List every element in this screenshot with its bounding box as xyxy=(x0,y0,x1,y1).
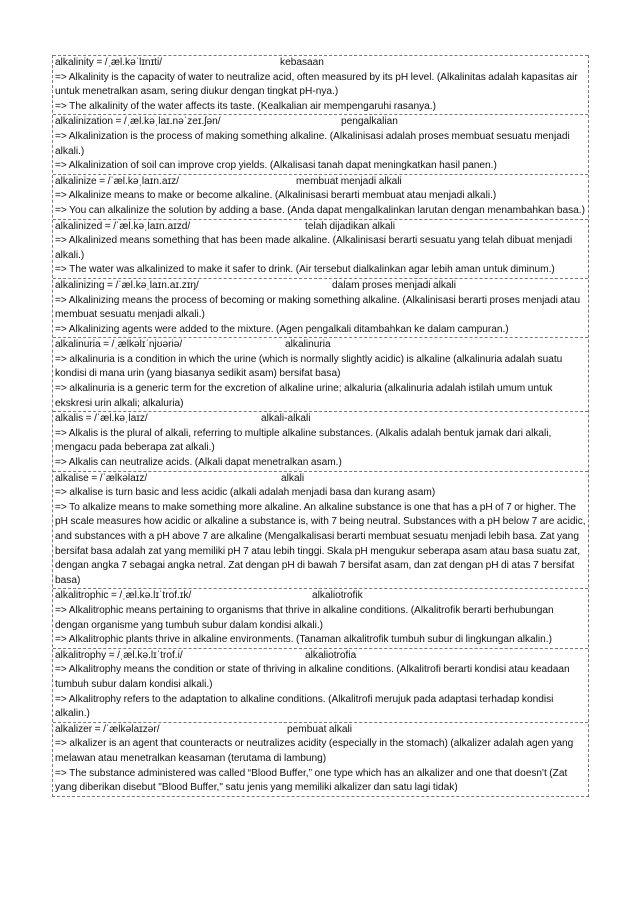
definition: => alkalinuria is a condition in which the urine (which is normally slightly acidic) is alkaline (alkalinuria adalah suatu kondisi di mana urin (yang biasanya sedikit asam) bersifat basa) xyxy=(55,353,563,380)
translation: pembuat alkali xyxy=(287,723,352,735)
example: => Alkalitrophy refers to the adaptation to alkaline conditions. (Alkalitrofi merujuk pada adaptasi terhadap kondisi alkalin.) xyxy=(55,693,554,720)
headword: alkalizer = /ˈælkəlaɪzər/ xyxy=(55,723,160,735)
translation: membuat menjadi alkali xyxy=(296,175,402,187)
example: => Alkalinization of soil can improve crop yields. (Alkalisasi tanah dapat meningkatkan hasil panen.) xyxy=(55,160,497,172)
definition: => Alkalitrophic means pertaining to organisms that thrive in alkaline conditions. (Alkalitrofik berarti berhubungan dengan organisme yang tumbuh subur dalam kondisi alkali.) xyxy=(55,604,554,631)
example: => alkalinuria is a generic term for the excretion of alkaline urine; alkaluria (alkalinuria adalah istilah umum untuk ekskresi urin alkali; alkaluria) xyxy=(55,383,553,409)
headword: alkalitrophy = /ˌæl.kə.lɪˈtrof.i/ xyxy=(55,649,183,661)
entry-header xyxy=(53,649,588,664)
entry-header xyxy=(53,472,588,487)
translation: pengalkalian xyxy=(341,116,398,128)
headword: alkalis = /ˈæl.kəˌlaɪz/ xyxy=(55,413,148,425)
entry-alkalise xyxy=(53,471,588,589)
headword: alkalinizing = /ˈæl.kəˌlaɪn.aɪ.zɪŋ/ xyxy=(55,279,199,291)
entry-alkalizer xyxy=(53,722,588,796)
example: => Alkalitrophic plants thrive in alkaline environments. (Tanaman alkalitrofik tumbuh subur di lingkungan alkalin.) xyxy=(55,634,552,646)
definition: => alkalise is turn basic and less acidic (alkali adalah menjadi basa dan kurang asam) xyxy=(55,487,436,499)
entry-alkalitrophic xyxy=(53,588,588,647)
translation: dalam proses menjadi alkali xyxy=(332,279,457,291)
definition: => Alkalinize means to make or become alkaline. (Alkalinisasi berarti membuat atau menjadi alkali.) xyxy=(55,190,497,202)
entry-alkalis xyxy=(53,411,588,470)
definition: => alkalizer is an agent that counteracts or neutralizes acidity (especially in the stomach) (alkalizer adalah agen yang melawan atau menetralkan keasaman (terutama di lambung) xyxy=(55,738,574,764)
entry-alkalinuria xyxy=(53,337,588,411)
entry-header xyxy=(53,175,588,190)
definition: => Alkalinizing means the process of becoming or making something alkaline. (Alkalinisasi berarti proses menjadi atau membuat sesuatu menjadi alkali.) xyxy=(55,294,581,321)
entry-header xyxy=(53,115,588,130)
example: => The water was alkalinized to make it safer to drink. (Air tersebut dialkalinkan agar lebih aman untuk diminum.) xyxy=(55,264,555,276)
entry-alkalinized xyxy=(53,219,588,278)
translation: alkaliotrofia xyxy=(305,649,357,661)
example: => The substance administered was called “Blood Buffer,” one type which has an alkalizer and one that doesn't (Zat yang diberikan disebut "Blood Buffer," satu jenis yang memiliki alkalizer dan satu lagi tidak) xyxy=(55,767,568,794)
entry-header xyxy=(53,338,588,353)
entry-alkalinization xyxy=(53,114,588,173)
translation: alkaliotrofik xyxy=(312,590,363,602)
entry-alkalinizing xyxy=(53,278,588,337)
definition: => Alkalinized means something that has been made alkaline. (Alkalinisasi berarti sesuatu yang telah dibuat menjadi alkali.) xyxy=(55,235,573,261)
definition: => Alkalinization is the process of making something alkaline. (Alkalinisasi adalah proses membuat sesuatu menjadi alkali.) xyxy=(55,130,570,157)
headword: alkalise = /ˈælkəlaɪz/ xyxy=(55,472,148,484)
entry-header xyxy=(53,723,588,738)
headword: alkalitrophic = /ˌæl.kə.lɪˈtrof.ɪk/ xyxy=(55,590,192,602)
entry-alkalinize xyxy=(53,174,588,219)
entry-alkalitrophy xyxy=(53,648,588,722)
example: => The alkalinity of the water affects its taste. (Kealkalian air mempengaruhi rasanya.) xyxy=(55,100,436,112)
translation: telah dijadikan alkali xyxy=(305,220,396,232)
headword: alkalinization = /ˌæl.kəˌlaɪ.nəˈzeɪ.ʃən/ xyxy=(55,116,221,128)
headword: alkalinize = /ˈæl.kəˌlaɪn.aɪz/ xyxy=(55,175,179,187)
entry-alkalinity xyxy=(53,55,588,114)
headword: alkalinity = /ˌæl.kəˈlɪnɪti/ xyxy=(55,57,163,68)
translation: alkali-alkali xyxy=(261,413,311,425)
translation: kebasaan xyxy=(280,57,324,68)
example: => Alkalinizing agents were added to the mixture. (Agen pengalkali ditambahkan ke dalam campuran.) xyxy=(55,323,509,335)
definition: => Alkalinity is the capacity of water to neutralize acid, often measured by its pH level. (Alkalinitas adalah kapasitas air untuk menetralkan asam, sering diukur dengan tingkat pH-nya.) xyxy=(55,71,578,98)
example: => Alkalis can neutralize acids. (Alkali dapat menetralkan asam.) xyxy=(55,457,342,469)
entry-header xyxy=(53,412,588,427)
definition: => Alkalitrophy means the condition or state of thriving in alkaline conditions. (Alkalitrofi berarti kondisi atau keadaan tumbuh subur dalam kondisi alkali.) xyxy=(55,664,570,690)
entry-header xyxy=(53,220,588,235)
translation: alkalinuria xyxy=(285,339,331,351)
entry-header xyxy=(53,56,588,71)
dictionary-document xyxy=(52,55,589,797)
headword: alkalinized = /ˈæl.kəˌlaɪn.aɪzd/ xyxy=(55,220,191,232)
entry-header xyxy=(53,589,588,604)
example: => To alkalize means to make something more alkaline. An alkaline substance is one that has a pH of 7 or higher. The pH scale measures how acidic or alkaline a substance is, with 7 being neutral. Substances with a pH below 7 are acidic, and substances with a pH above 7 are alkaline (Mengalkalisasi berarti membuat sesuatu menjadi lebih basa. Zat yang bersifat basa adalah zat yang memiliki pH 7 atau lebih tinggi. Skala pH mengukur seberapa asam atau basa suatu zat, dengan angka 7 sebagai angka netral. Zat dengan pH di bawah 7 bersifat asam, dan zat dengan pH di atas 7 bersifat basa) xyxy=(55,501,586,586)
definition: => Alkalis is the plural of alkali, referring to multiple alkaline substances. (Alkalis adalah bentuk jamak dari alkali, mengacu pada beberapa zat alkali.) xyxy=(55,427,552,454)
entry-header xyxy=(53,279,588,294)
translation: alkali xyxy=(281,472,305,484)
headword: alkalinuria = /ˌælkəlɪˈnjʊəriə/ xyxy=(55,339,183,351)
example: => You can alkalinize the solution by adding a base. (Anda dapat mengalkalinkan larutan dengan menambahkan basa.) xyxy=(55,204,585,216)
